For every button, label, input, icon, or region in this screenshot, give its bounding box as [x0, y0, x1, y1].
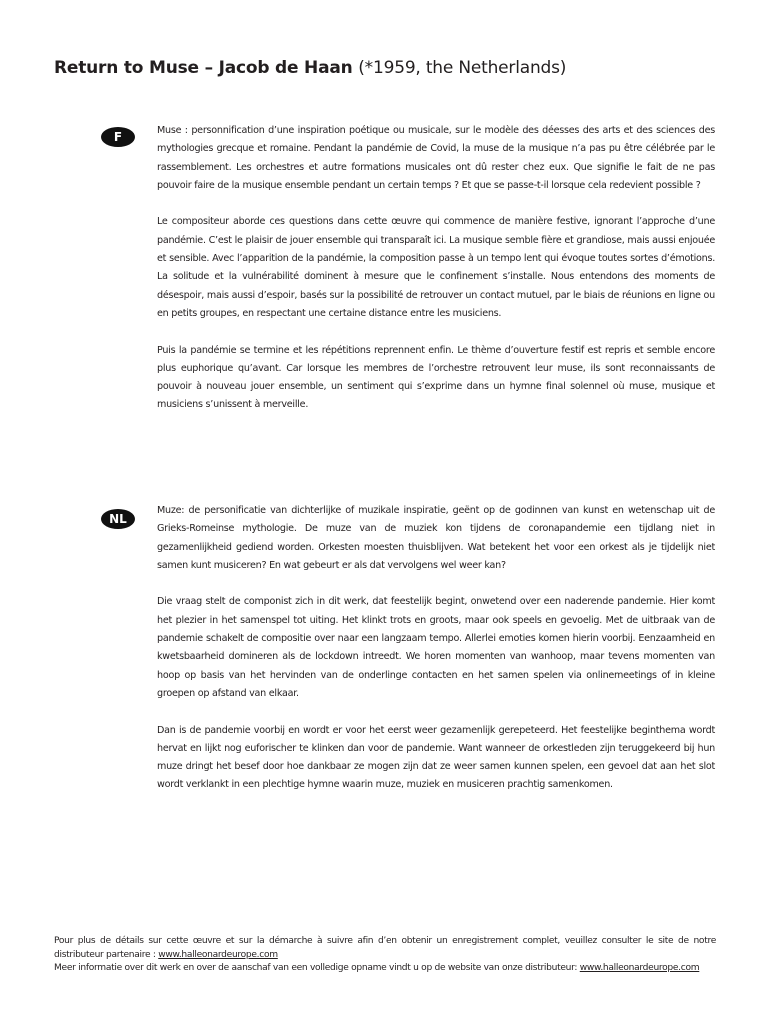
footer-french — [54, 935, 716, 962]
page-title — [54, 58, 566, 78]
title-main: Return to Muse – Jacob de Haan — [54, 58, 353, 78]
paragraph: Puis la pandémie se termine et les répétitions reprennent enfin. Le thème d’ouverture festif est repris et semble encore plus euphorique qu’avant. Car lorsque les membres de l’orchestre retrouvent leur muse, ils sont reconnaissants de pouvoir à nouveau jouer ensemble, un sentiment qui s’exprime dans un hymne final solennel où muse, musique et musiciens s’unissent à merveille. — [157, 344, 715, 411]
distributor-link-french[interactable]: www.halleonardeurope.com — [158, 949, 278, 960]
language-badge-dutch: NL — [101, 509, 135, 529]
footer-dutch-text: Meer informatie over dit werk en over de aanschaf van een volledige opname vindt u op de website van onze distributeur: — [54, 963, 580, 973]
distributor-link-dutch[interactable]: www.halleonardeurope.com — [579, 963, 700, 973]
paragraph: Le compositeur aborde ces questions dans cette œuvre qui commence de manière festive, ignorant l’approche d’une pandémie. C’est le plaisir de jouer ensemble qui transparaît ici. La musique semble fière et grandiose, mais aussi enjouée et sensible. Avec l’apparition de la pandémie, la composition passe à un tempo lent qui évoque toutes sortes d’émotions. La solitude et la vulnérabilité dominent à mesure que le confinement s’installe. Nous entendons des moments de désespoir, mais aussi d’espoir, basés sur la possibilité de retrouver un contact mutuel, par le biais de réunions en ligne ou en petits groupes, en respectant une certaine distance entre les musiciens. — [157, 216, 715, 319]
footer — [54, 935, 716, 976]
footer-dutch — [54, 962, 716, 976]
section-french — [157, 122, 715, 433]
section-dutch — [157, 502, 715, 813]
title-subtitle: (*1959, the Netherlands) — [358, 58, 567, 78]
paragraph: Dan is de pandemie voorbij en wordt er voor het eerst weer gezamenlijk gerepeteerd. Het feestelijke beginthema wordt hervat en lijkt nog euforischer te klinken dan voor de pandemie. Want wanneer de orkestleden zijn teruggekeerd bij hun muze dringt het besef door hoe dankbaar ze mogen zijn dat ze weer samen kunnen spelen, een gevoel dat aan het slot wordt verklankt in een plechtige hymne waarin muze, muziek en musiceren prachtig samenkomen. — [157, 724, 715, 791]
footer-french-text: Pour plus de détails sur cette œuvre et sur la démarche à suivre afin d’en obtenir un enregistrement complet, veuillez consulter le site de notre distributeur partenaire : — [54, 936, 716, 960]
paragraph: Die vraag stelt de componist zich in dit werk, dat feestelijk begint, onwetend over een naderende pandemie. Hier komt het plezier in het samenspel tot uiting. Het klinkt trots en groots, maar ook speels en gevoelig. Met de uitbraak van de pandemie schakelt de compositie over naar een langzaam tempo. Allerlei emoties komen hierin voorbij. Eenzaamheid en kwetsbaarheid domineren als de lockdown intreedt. We horen momenten van wanhoop, maar tevens momenten van hoop op basis van het hervinden van de onderlinge contacten en het samen spelen via onlinemeetings of in kleine groepen op afstand van elkaar. — [157, 596, 715, 699]
paragraph: Muze: de personificatie van dichterlijke of muzikale inspiratie, geënt op de godinnen van kunst en wetenschap uit de Grieks-Romeinse mythologie. De muze van de muziek kon tijdens de coronapandemie een tijdlang niet in gezamenlijkheid gediend worden. Orkesten moesten thuisblijven. Wat betekent het voor een orkest als je tijdelijk niet samen kunt musiceren? En wat gebeurt er als dat vervolgens wel weer kan? — [157, 505, 715, 571]
language-badge-french: F — [101, 127, 135, 147]
paragraph: Muse : personnification d’une inspiration poétique ou musicale, sur le modèle des déesses des arts et des sciences des mythologies grecque et romaine. Pendant la pandémie de Covid, la muse de la musique n’a pas pu être célébrée par le rassemblement. Les orchestres et autre formations musicales ont dû rester chez eux. Que signifie le fait de ne pas pouvoir faire de la musique ensemble pendant un certain temps ? Et que se passe-t-il lorsque cela redevient possible ? — [157, 125, 715, 191]
